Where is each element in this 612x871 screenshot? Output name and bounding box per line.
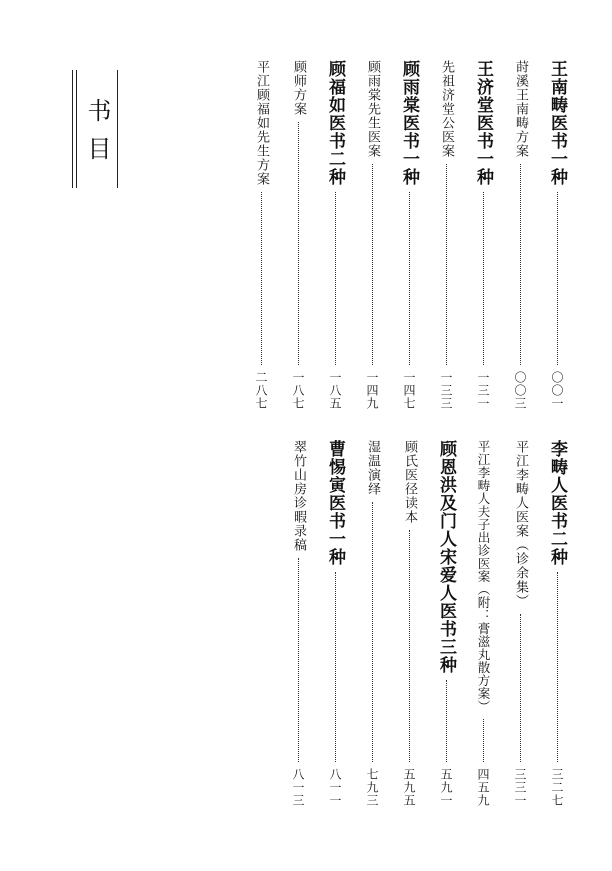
toc-entry — [360, 60, 384, 410]
page-title: 书目 — [83, 98, 111, 174]
toc-page-number: 七九三 — [365, 768, 379, 807]
toc-entry — [286, 60, 310, 410]
toc-page-number: 五九五 — [402, 768, 416, 807]
toc-page-number: 八一一 — [328, 768, 342, 807]
toc-page-number: 〇〇一 — [550, 371, 564, 410]
toc-entry-title: 顾氏医径读本 — [402, 440, 417, 524]
dot-leader — [335, 192, 336, 365]
dot-leader — [446, 164, 447, 365]
dot-leader — [335, 572, 336, 762]
toc-page-number: 三三一 — [513, 768, 527, 807]
toc-entry — [360, 440, 384, 807]
toc-heading-title: 王南畴医书一种 — [547, 60, 567, 186]
toc-page-number: 八一三 — [291, 768, 305, 807]
toc-heading-title: 顾恩洪及门人宋爱人医书三种 — [436, 440, 456, 674]
header-rule-right — [117, 70, 118, 188]
dot-leader — [446, 680, 447, 762]
toc-entry — [434, 60, 458, 410]
toc-entry-title: 平江李畴人医案（诊余集） — [513, 440, 528, 608]
header-rule-left — [72, 70, 73, 188]
toc-entry — [508, 60, 532, 410]
dot-leader — [520, 164, 521, 365]
dot-leader — [483, 719, 484, 762]
toc-entry-title: 平江李畴人夫子出诊医案（附：膏滋丸散方案） — [476, 440, 491, 713]
toc-entry-title: 莳溪王南畴方案 — [513, 60, 528, 158]
toc-page-number: 五九一 — [439, 768, 453, 807]
toc-entry-title: 平江顾福如先生方案 — [254, 60, 269, 186]
dot-leader — [483, 192, 484, 365]
toc-page-number: 四五九 — [476, 768, 490, 807]
toc-entry — [508, 440, 532, 807]
toc-page-number: 一四七 — [402, 371, 416, 410]
toc-heading-title: 李畴人医书二种 — [547, 440, 567, 566]
toc-heading — [434, 440, 458, 807]
toc-page-number: 一三一 — [476, 371, 490, 410]
toc-entry — [249, 60, 273, 410]
toc-heading-title: 顾雨棠医书一种 — [399, 60, 419, 186]
dot-leader — [557, 192, 558, 365]
toc-page-number: 一三三 — [439, 371, 453, 410]
toc-page-number: 二八七 — [254, 371, 268, 410]
toc-heading-title: 顾福如医书二种 — [325, 60, 345, 186]
dot-leader — [372, 164, 373, 365]
toc-entry-title: 顾师方案 — [291, 60, 306, 116]
toc-entry-title: 湿温演绎 — [365, 440, 380, 496]
toc-heading — [397, 60, 421, 410]
toc-entry — [286, 440, 310, 807]
toc-page-number: 一八五 — [328, 371, 342, 410]
toc-heading-title: 王济堂医书一种 — [473, 60, 493, 186]
toc-heading-title: 曹惕寅医书一种 — [325, 440, 345, 566]
dot-leader — [409, 530, 410, 762]
toc-page-number: 三二七 — [550, 768, 564, 807]
toc-entry — [397, 440, 421, 807]
toc-page-number: 〇〇三 — [513, 371, 527, 410]
dot-leader — [261, 192, 262, 365]
toc-page-number: 一四九 — [365, 371, 379, 410]
dot-leader — [372, 502, 373, 762]
dot-leader — [520, 614, 521, 762]
toc-page-number: 一八七 — [291, 371, 305, 410]
dot-leader — [557, 572, 558, 762]
toc-heading — [323, 60, 347, 410]
toc-entry-title: 顾雨棠先生医案 — [365, 60, 380, 158]
header-rule-left-inner — [76, 70, 77, 188]
toc-heading — [545, 60, 569, 410]
toc-heading — [545, 440, 569, 807]
toc-entry — [471, 440, 495, 807]
toc-heading — [471, 60, 495, 410]
toc-entry-title: 先祖济堂公医案 — [439, 60, 454, 158]
dot-leader — [298, 558, 299, 762]
dot-leader — [409, 192, 410, 365]
toc-heading — [323, 440, 347, 807]
toc-entry-title: 翠竹山房诊暇录稿 — [291, 440, 306, 552]
dot-leader — [298, 122, 299, 365]
